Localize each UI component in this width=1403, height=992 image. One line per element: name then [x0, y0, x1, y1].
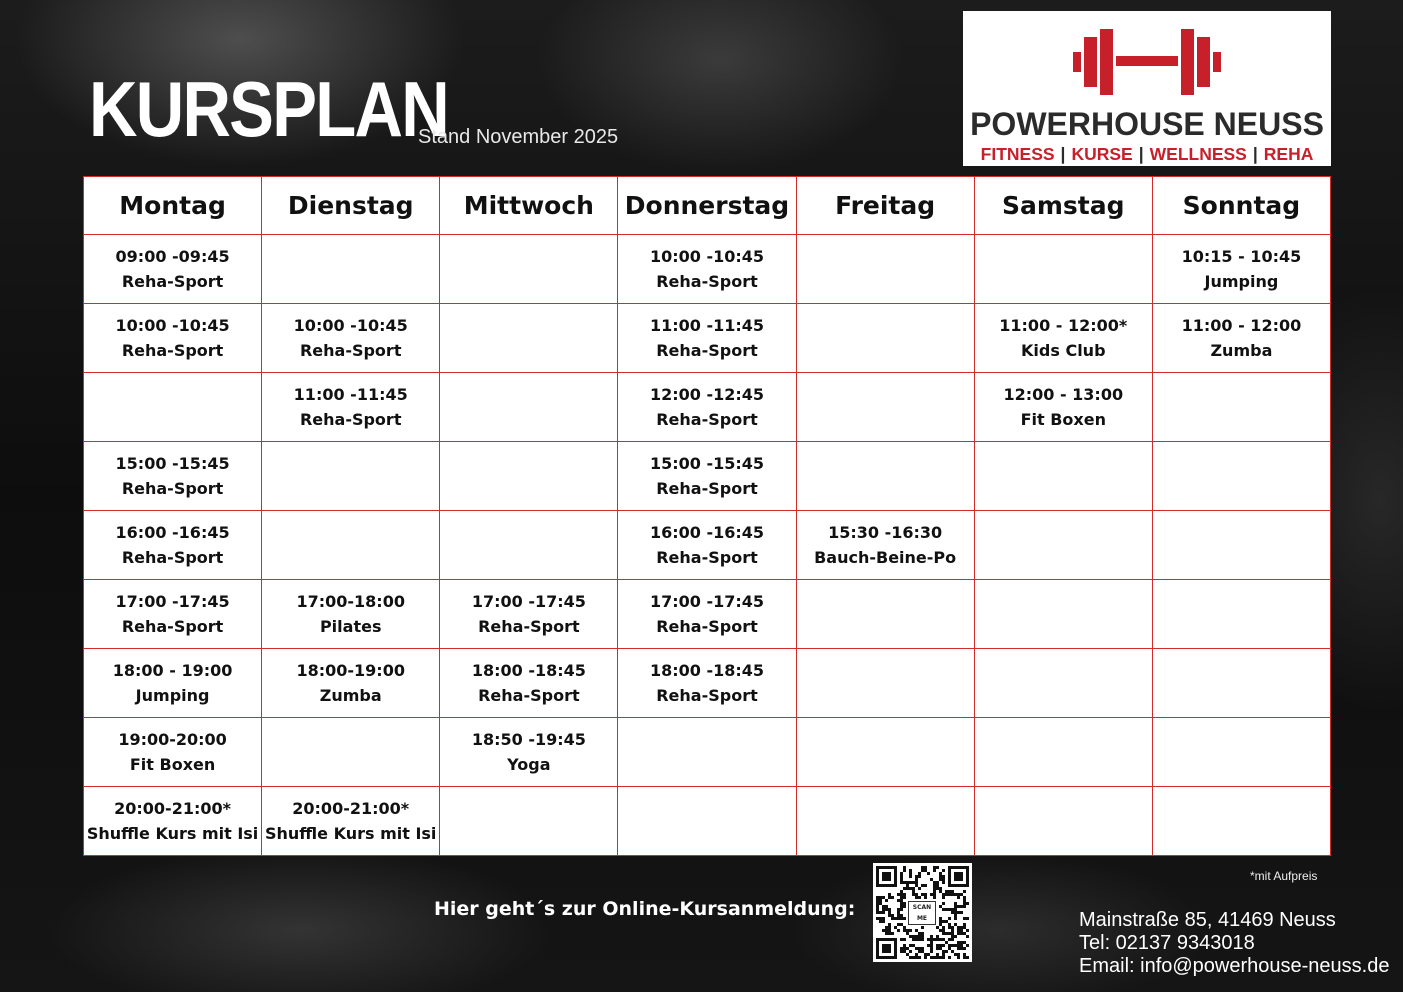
course-time: 19:00-20:00 — [118, 730, 227, 749]
empty-cell — [618, 787, 796, 856]
online-registration-text: Hier geht´s zur Online-Kursanmeldung: — [434, 898, 856, 920]
powerhouse-logo — [963, 11, 1331, 166]
course-time: 16:00 -16:45 — [649, 523, 765, 542]
course-time: 15:00 -15:45 — [115, 454, 230, 473]
course-name: Reha-Sport — [656, 479, 758, 498]
course-name: Reha-Sport — [656, 272, 758, 291]
logo-tag-fitness: FITNESS — [980, 144, 1055, 164]
course-name: Reha-Sport — [121, 272, 224, 291]
empty-cell — [440, 511, 618, 580]
course-cell — [84, 511, 262, 580]
course-name: Fit Boxen — [1020, 410, 1106, 429]
course-cell — [84, 649, 262, 718]
course-name: Reha-Sport — [478, 617, 580, 636]
table-row — [84, 787, 1331, 856]
empty-cell — [796, 649, 974, 718]
schedule-body — [84, 235, 1331, 856]
course-name: Reha-Sport — [656, 686, 758, 705]
contact-block — [1079, 909, 1389, 978]
course-name: Jumping — [1204, 272, 1279, 291]
table-row — [84, 718, 1331, 787]
course-name: Reha-Sport — [656, 617, 758, 636]
course-time: 17:00 -17:45 — [471, 592, 586, 611]
course-name: Reha-Sport — [121, 548, 224, 567]
course-cell — [1152, 304, 1330, 373]
empty-cell — [974, 718, 1152, 787]
phone[interactable]: Tel: 02137 9343018 — [1079, 932, 1255, 954]
stand-date: Stand November 2025 — [418, 126, 619, 148]
logo-tag-wellness: WELLNESS — [1149, 144, 1247, 164]
course-time: 09:00 -09:45 — [115, 247, 230, 266]
course-cell — [796, 511, 974, 580]
logo-name: POWERHOUSE NEUSS — [970, 106, 1324, 142]
empty-cell — [974, 649, 1152, 718]
day-header: Dienstag — [262, 177, 440, 235]
course-time: 11:00 - 12:00* — [999, 316, 1128, 335]
course-name: Reha-Sport — [121, 617, 224, 636]
course-name: Zumba — [319, 686, 382, 705]
scan-label: SCAN — [912, 904, 932, 911]
course-cell — [618, 373, 796, 442]
course-cell — [262, 649, 440, 718]
empty-cell — [1152, 787, 1330, 856]
table-row — [84, 235, 1331, 304]
logo-tag-reha: REHA — [1263, 144, 1314, 164]
empty-cell — [974, 787, 1152, 856]
day-header: Samstag — [974, 177, 1152, 235]
course-cell — [262, 580, 440, 649]
barbell-icon — [1073, 25, 1221, 95]
qr-code-icon[interactable] — [873, 863, 972, 962]
course-cell — [262, 787, 440, 856]
course-cell — [618, 442, 796, 511]
email[interactable]: Email: info@powerhouse-neuss.de — [1079, 955, 1390, 977]
course-cell — [84, 718, 262, 787]
empty-cell — [84, 373, 262, 442]
empty-cell — [440, 787, 618, 856]
empty-cell — [796, 580, 974, 649]
course-time: 18:00 - 19:00 — [112, 661, 233, 680]
course-cell — [440, 718, 618, 787]
day-header: Mittwoch — [440, 177, 618, 235]
course-cell — [262, 304, 440, 373]
course-name: Reha-Sport — [478, 686, 580, 705]
empty-cell — [796, 718, 974, 787]
course-time: 20:00-21:00* — [292, 799, 410, 818]
empty-cell — [440, 235, 618, 304]
table-row — [84, 304, 1331, 373]
course-name: Reha-Sport — [656, 548, 758, 567]
course-cell — [84, 304, 262, 373]
empty-cell — [1152, 580, 1330, 649]
course-cell — [84, 442, 262, 511]
course-cell — [618, 511, 796, 580]
course-time: 15:30 -16:30 — [828, 523, 943, 542]
course-cell — [262, 373, 440, 442]
course-cell — [618, 235, 796, 304]
course-time: 10:00 -10:45 — [649, 247, 765, 266]
day-header: Donnerstag — [618, 177, 796, 235]
empty-cell — [262, 718, 440, 787]
course-cell — [618, 649, 796, 718]
day-header: Freitag — [796, 177, 974, 235]
table-row — [84, 580, 1331, 649]
course-cell — [974, 373, 1152, 442]
course-name: Zumba — [1210, 341, 1273, 360]
course-time: 11:00 -11:45 — [293, 385, 408, 404]
table-row — [84, 511, 1331, 580]
table-row — [84, 442, 1331, 511]
course-time: 12:00 -12:45 — [649, 385, 765, 404]
course-cell — [440, 649, 618, 718]
table-row — [84, 649, 1331, 718]
course-cell — [618, 580, 796, 649]
empty-cell — [1152, 649, 1330, 718]
logo-tag-kurse: KURSE — [1071, 144, 1133, 164]
course-name: Yoga — [507, 755, 551, 774]
empty-cell — [796, 787, 974, 856]
empty-cell — [262, 442, 440, 511]
empty-cell — [974, 580, 1152, 649]
course-name: Reha-Sport — [299, 410, 402, 429]
price-footnote: *mit Aufpreis — [1250, 869, 1318, 883]
course-name: Pilates — [319, 617, 382, 636]
course-name: Reha-Sport — [299, 341, 402, 360]
day-header: Sonntag — [1152, 177, 1330, 235]
course-cell — [84, 580, 262, 649]
course-name: Bauch-Beine-Po — [814, 548, 957, 567]
course-time: 15:00 -15:45 — [649, 454, 765, 473]
empty-cell — [440, 442, 618, 511]
empty-cell — [974, 511, 1152, 580]
empty-cell — [796, 373, 974, 442]
course-cell — [440, 580, 618, 649]
logo-tagline: FITNESS | KURSE | WELLNESS | REHA — [980, 144, 1314, 164]
course-time: 18:00-19:00 — [296, 661, 405, 680]
course-time: 16:00 -16:45 — [115, 523, 230, 542]
empty-cell — [796, 235, 974, 304]
empty-cell — [262, 235, 440, 304]
empty-cell — [974, 442, 1152, 511]
course-time: 18:00 -18:45 — [471, 661, 586, 680]
table-row — [84, 373, 1331, 442]
me-label: ME — [916, 915, 928, 922]
course-time: 10:15 - 10:45 — [1181, 247, 1302, 266]
course-name: Shuffle Kurs mit Isi — [86, 824, 259, 843]
empty-cell — [440, 373, 618, 442]
empty-cell — [1152, 373, 1330, 442]
course-time: 10:00 -10:45 — [293, 316, 408, 335]
page-title: KURSPLAN — [89, 65, 448, 153]
empty-cell — [1152, 511, 1330, 580]
scan-me-label — [908, 901, 936, 925]
course-cell — [618, 304, 796, 373]
empty-cell — [262, 511, 440, 580]
course-time: 11:00 -11:45 — [649, 316, 765, 335]
course-name: Reha-Sport — [656, 410, 758, 429]
course-name: Jumping — [135, 686, 210, 705]
empty-cell — [796, 442, 974, 511]
schedule-header-row — [84, 177, 1331, 235]
schedule-table — [83, 176, 1331, 856]
course-name: Kids Club — [1021, 341, 1106, 360]
empty-cell — [974, 235, 1152, 304]
address: Mainstraße 85, 41469 Neuss — [1079, 909, 1336, 931]
course-cell — [84, 235, 262, 304]
course-cell — [1152, 235, 1330, 304]
course-time: 17:00-18:00 — [296, 592, 405, 611]
empty-cell — [1152, 442, 1330, 511]
empty-cell — [796, 304, 974, 373]
course-name: Fit Boxen — [129, 755, 216, 774]
course-name: Reha-Sport — [656, 341, 758, 360]
course-time: 12:00 - 13:00 — [1003, 385, 1124, 404]
course-name: Reha-Sport — [121, 479, 224, 498]
course-time: 17:00 -17:45 — [649, 592, 765, 611]
day-header: Montag — [84, 177, 262, 235]
course-cell — [84, 787, 262, 856]
course-time: 20:00-21:00* — [114, 799, 231, 818]
course-time: 11:00 - 12:00 — [1181, 316, 1302, 335]
course-time: 18:50 -19:45 — [471, 730, 586, 749]
course-time: 18:00 -18:45 — [649, 661, 765, 680]
empty-cell — [440, 304, 618, 373]
course-cell — [974, 304, 1152, 373]
empty-cell — [618, 718, 796, 787]
course-time: 17:00 -17:45 — [115, 592, 230, 611]
course-name: Reha-Sport — [121, 341, 224, 360]
empty-cell — [1152, 718, 1330, 787]
course-time: 10:00 -10:45 — [115, 316, 230, 335]
course-name: Shuffle Kurs mit Isi — [265, 824, 437, 843]
